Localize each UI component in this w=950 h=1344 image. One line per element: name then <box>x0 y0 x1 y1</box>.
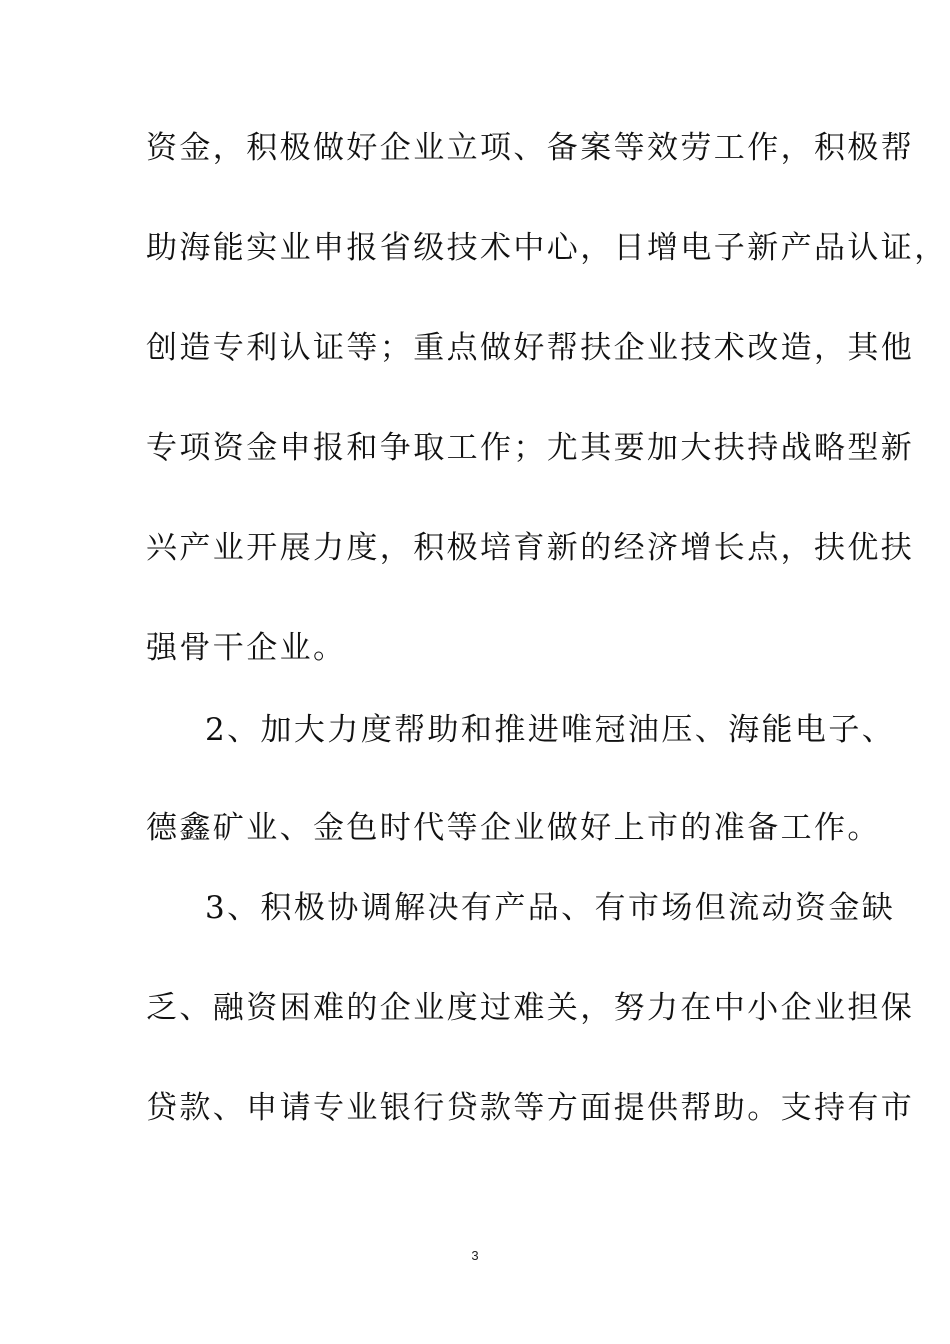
paragraph-line: 强骨干企业。 <box>146 630 347 666</box>
paragraph-line: 德鑫矿业、金色时代等企业做好上市的准备工作。 <box>146 810 881 846</box>
numbered-paragraph-line: 2、加大力度帮助和推进唯冠油压、海能电子、 <box>205 712 896 748</box>
paragraph-line: 创造专利认证等；重点做好帮扶企业技术改造，其他 <box>146 330 915 366</box>
paragraph-line: 助海能实业申报省级技术中心，日增电子新产品认证， <box>146 230 948 266</box>
page-number: 3 <box>471 1248 479 1263</box>
paragraph-line: 乏、融资困难的企业度过难关，努力在中小企业担保 <box>146 990 915 1026</box>
paragraph-line: 贷款、申请专业银行贷款等方面提供帮助。支持有市 <box>146 1090 915 1126</box>
paragraph-line: 专项资金申报和争取工作；尤其要加大扶持战略型新 <box>146 430 915 466</box>
numbered-paragraph-line: 3、积极协调解决有产品、有市场但流动资金缺 <box>205 890 896 926</box>
paragraph-line: 资金，积极做好企业立项、备案等效劳工作，积极帮 <box>146 130 915 166</box>
paragraph-line: 兴产业开展力度，积极培育新的经济增长点，扶优扶 <box>146 530 915 566</box>
